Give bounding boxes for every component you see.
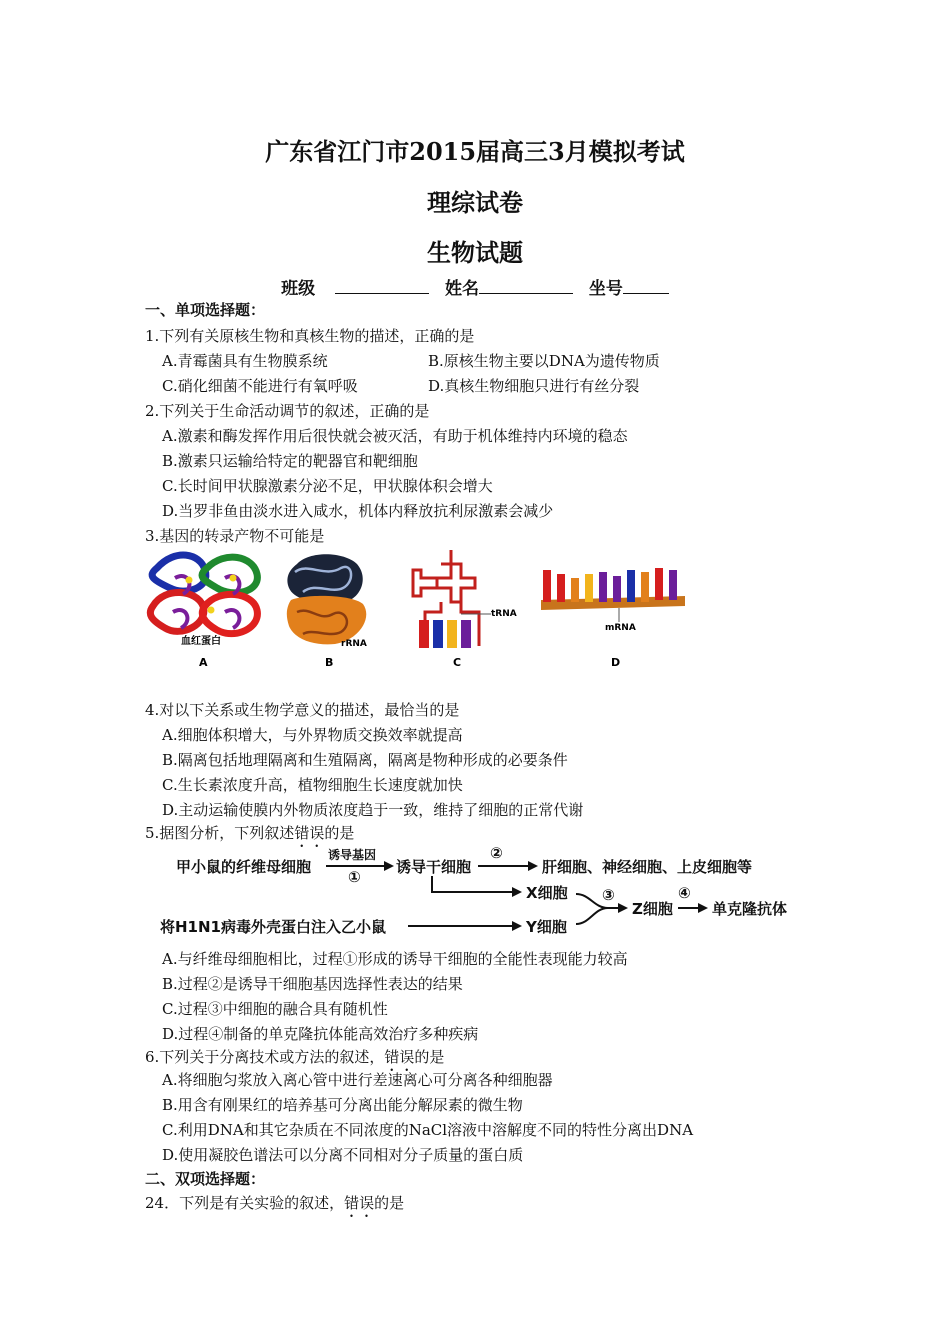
student-info-line (0, 274, 950, 299)
class-blank[interactable] (335, 277, 429, 294)
q3-stem: 3.基因的转录产物不可能是 (145, 527, 325, 545)
q4-option-b: B.隔离包括地理隔离和生殖隔离，隔离是物种形成的必要条件 (162, 751, 568, 769)
q6-option-a: A.将细胞匀浆放入离心管中进行差速离心可分离各种细胞器 (162, 1071, 553, 1089)
q2-stem: 2.下列关于生命活动调节的叙述，正确的是 (145, 402, 430, 420)
flow-h1n1-source: 将H1N1病毒外壳蛋白注入乙小鼠 (160, 918, 386, 936)
flow-fibroblast: 甲小鼠的纤维母细胞 (176, 858, 312, 876)
q4-stem: 4.对以下关系或生物学意义的描述，最恰当的是 (145, 701, 460, 719)
trna-figure (413, 550, 491, 648)
class-label: 班级 (281, 279, 316, 299)
q1-stem: 1.下列有关原核生物和真核生物的描述，正确的是 (145, 327, 475, 345)
q4-option-d: D.主动运输使膜内外物质浓度趋于一致，维持了细胞的正常代谢 (162, 801, 584, 819)
q24-emphasis: 错误 (344, 1194, 375, 1212)
flow-antibody: 单克隆抗体 (712, 900, 788, 918)
q1-option-c: C.硝化细菌不能进行有氧呼吸 (162, 377, 358, 395)
hemoglobin-figure (150, 555, 257, 634)
fig-b-letter: B (325, 656, 334, 669)
q4-option-a: A.细胞体积增大，与外界物质交换效率就提高 (162, 726, 463, 744)
q6-option-b: B.用含有刚果红的培养基可分离出能分解尿素的微生物 (162, 1096, 523, 1114)
flow-step2-num: ② (490, 844, 503, 862)
seat-blank[interactable] (623, 277, 669, 294)
q5-option-c: C.过程③中细胞的融合具有随机性 (162, 1000, 388, 1018)
q3-figure (145, 548, 690, 672)
seat-label: 坐号 (588, 279, 623, 299)
q2-option-c: C.长时间甲状腺激素分泌不足，甲状腺体积会增大 (162, 477, 493, 495)
flow-step4-num: ④ (678, 884, 691, 902)
flow-step1-label: 诱导基因 (328, 848, 377, 862)
flow-differentiated-cells: 肝细胞、神经细胞、上皮细胞等 (542, 858, 753, 876)
q4-option-c: C.生长素浓度升高，植物细胞生长速度就加快 (162, 776, 463, 794)
q5-option-a: A.与纤维母细胞相比，过程①形成的诱导干细胞的全能性表现能力较高 (162, 950, 628, 968)
exam-subtitle: 理综试卷 (427, 188, 523, 217)
fig-d-caption: mRNA (605, 623, 636, 633)
subject-title: 生物试题 (427, 238, 523, 267)
q5-emphasis: 错误 (294, 824, 325, 842)
q6-option-c: C.利用DNA和其它杂质在不同浓度的NaCl溶液中溶解度不同的特性分离出DNA (162, 1121, 694, 1139)
flow-step3-num: ③ (602, 886, 615, 904)
q1-option-b: B.原核生物主要以DNA为遗传物质 (428, 352, 660, 370)
flow-x-cell: X细胞 (526, 884, 568, 902)
q5-flow-diagram (150, 840, 810, 950)
flow-step1-num: ① (348, 868, 361, 886)
q2-option-d: D.当罗非鱼由淡水进入咸水，机体内释放抗利尿激素会减少 (162, 502, 554, 520)
ribosome-figure (287, 554, 366, 644)
flow-z-cell: Z细胞 (632, 900, 673, 918)
q2-option-b: B.激素只运输给特定的靶器官和靶细胞 (162, 452, 418, 470)
name-label: 姓名 (444, 279, 479, 299)
mrna-figure (541, 568, 685, 622)
fig-c-letter: C (453, 656, 462, 669)
q5-option-d: D.过程④制备的单克隆抗体能高效治疗多种疾病 (162, 1025, 479, 1043)
q2-option-a: A.激素和酶发挥作用后很快就会被灭活，有助于机体维持内环境的稳态 (162, 427, 628, 445)
fig-d-letter: D (611, 656, 621, 669)
q6-emphasis: 错误 (384, 1048, 415, 1066)
q24-stem: 24．下列是有关实验的叙述，错误的是 (145, 1194, 405, 1212)
name-blank[interactable] (479, 277, 573, 294)
q6-option-d: D.使用凝胶色谱法可以分离不同相对分子质量的蛋白质 (162, 1146, 524, 1164)
section-double-choice: 二、双项选择题： (145, 1170, 266, 1188)
section-single-choice: 一、单项选择题： (145, 301, 266, 319)
fig-a-letter: A (199, 656, 208, 669)
flow-ips-cell: 诱导干细胞 (396, 858, 472, 876)
exam-title: 广东省江门市2015届高三3月模拟考试 (265, 137, 685, 166)
fig-c-caption: tRNA (491, 609, 517, 619)
fig-a-caption: 血红蛋白 (181, 636, 221, 647)
q1-option-d: D.真核生物细胞只进行有丝分裂 (428, 377, 640, 395)
flow-y-cell: Y细胞 (526, 918, 567, 936)
q1-option-a: A.青霉菌具有生物膜系统 (162, 352, 328, 370)
q6-stem: 6.下列关于分离技术或方法的叙述，错误的是 (145, 1048, 445, 1066)
q5-option-b: B.过程②是诱导干细胞基因选择性表达的结果 (162, 975, 463, 993)
fig-b-caption: rRNA (341, 639, 367, 649)
q5-stem: 5.据图分析，下列叙述错误的是 (145, 824, 355, 842)
